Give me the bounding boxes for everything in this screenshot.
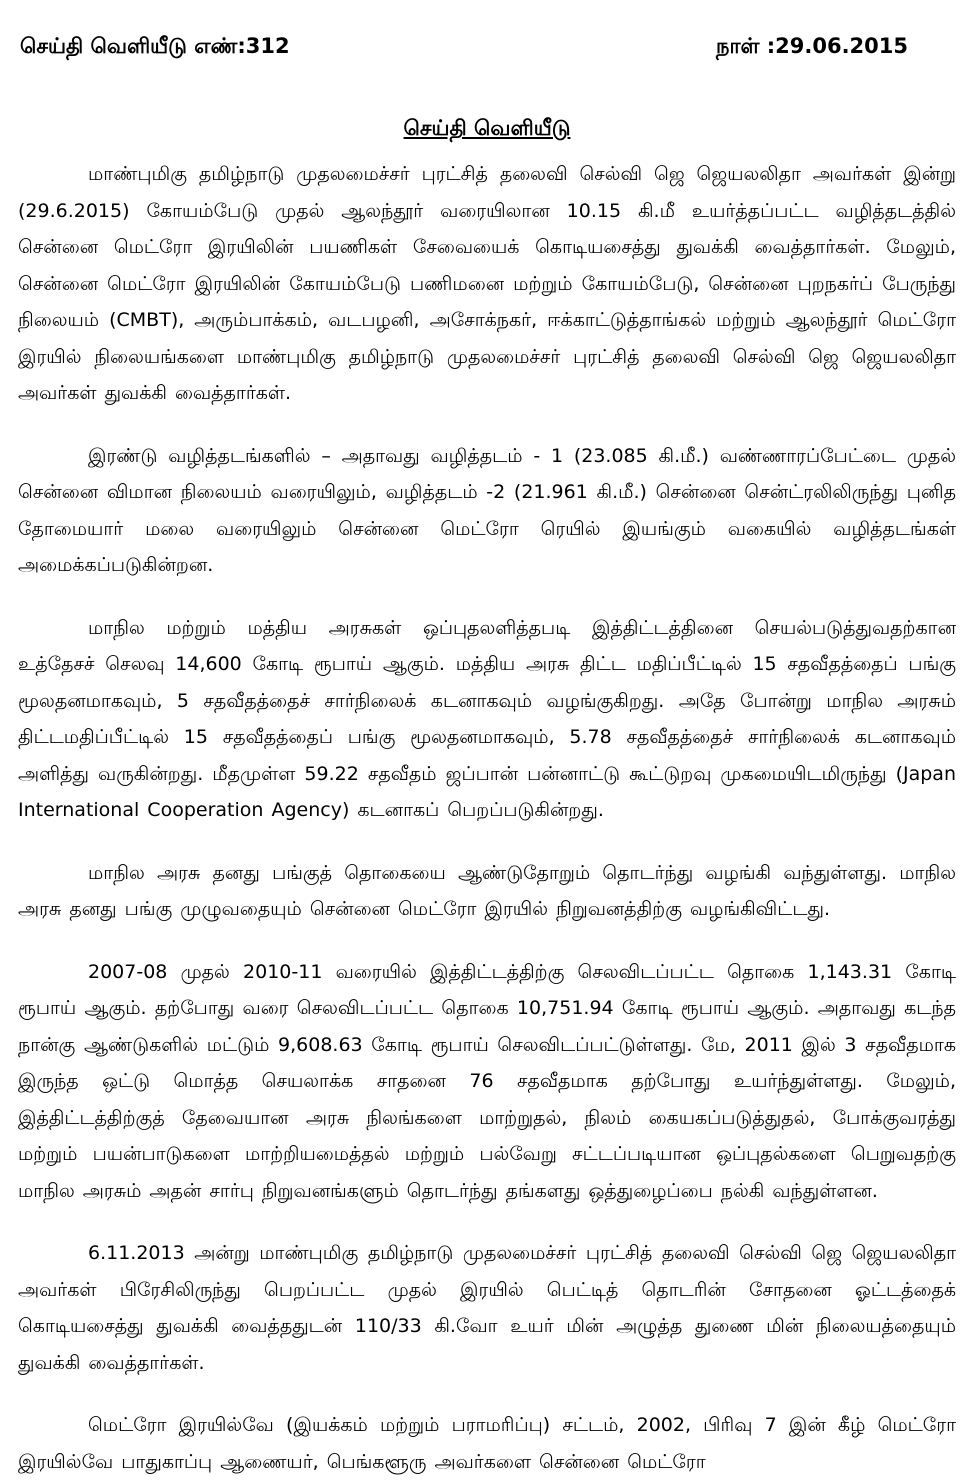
paragraph-trial-run: 6.11.2013 அன்று மாண்புமிகு தமிழ்நாடு முதலமைச்சர் புரட்சித் தலைவி செல்வி ஜெ ஜெயலலிதா அவர்கள் பிரேசிலிருந்து பெறப்பட்ட முதல் இரயில் பெட்டித் தொடரின் சோதனை ஓட்டத்தைக் கொடியசைத்து துவக்கி வைத்ததுடன் 110/33 கி.வோ உயர் மின் அழுத்த துணை மின் நிலையத்தையும் துவக்கி வைத்தார்கள். bbox=[18, 1242, 956, 1374]
paragraph-safety-commissioner: மெட்ரோ இரயில்வே (இயக்கம் மற்றும் பராமரிப்பு) சட்டம், 2002, பிரிவு 7 இன் கீழ் மெட்ரோ இரயில்வே பாதுகாப்பு ஆணையர், பெங்களூரு அவர்களை சென்னை மெட்ரோ bbox=[18, 1414, 956, 1473]
release-date: நாள் :29.06.2015 bbox=[716, 34, 908, 58]
paragraph-corridors: இரண்டு வழித்தடங்களில் – அதாவது வழித்தடம் - 1 (23.085 கி.மீ.) வண்ணாரப்பேட்டை முதல் சென்னை விமான நிலையம் வரையிலும், வழித்தடம் -2 (21.961 கி.மீ.) சென்னை சென்ட்ரலிலிருந்து புனித தோமையார் மலை வரையிலும் சென்னை மெட்ரோ ரெயில் இயங்கும் வகையில் வழித்தடங்கள் அமைக்கப்படுகின்றன. bbox=[18, 444, 956, 576]
paragraph-state-share: மாநில அரசு தனது பங்குத் தொகையை ஆண்டுதோறும் தொடர்ந்து வழங்கி வந்துள்ளது. மாநில அரசு தனது பங்கு முழுவதையும் சென்னை மெட்ரோ இரயில் நிறுவனத்திற்கு வழங்கிவிட்டது. bbox=[18, 861, 956, 920]
paragraph-funding: மாநில மற்றும் மத்திய அரசுகள் ஒப்புதலளித்தபடி இத்திட்டத்தினை செயல்படுத்துவதற்கான உத்தேசச் செலவு 14,600 கோடி ரூபாய் ஆகும். மத்திய அரசு திட்ட மதிப்பீட்டில் 15 சதவீதத்தைப் பங்கு மூலதனமாகவும், 5 சதவீதத்தைச் சார்நிலைக் கடனாகவும் வழங்குகிறது. அதே போன்று மாநில அரசும் திட்டமதிப்பீட்டில் 15 சதவீதத்தைப் பங்கு மூலதனமாகவும், 5.78 சதவீதத்தைச் சார்நிலைக் கடனாகவும் அளித்து வருகின்றது. மீதமுள்ள 59.22 சதவீதம் ஜப்பான் பன்னாட்டு கூட்டுறவு முகமையிடமிருந்து (Japan International Cooperation Agency) கடனாகப் பெறப்படுகின்றது. bbox=[18, 616, 956, 821]
release-number: செய்தி வெளியீடு எண்:312 bbox=[20, 34, 290, 58]
paragraph-expenditure: 2007-08 முதல் 2010-11 வரையில் இத்திட்டத்திற்கு செலவிடப்பட்ட தொகை 1,143.31 கோடி ரூபாய் ஆகும். தற்போது வரை செலவிடப்பட்ட தொகை 10,751.94 கோடி ரூபாய் ஆகும். அதாவது கடந்த நான்கு ஆண்டுகளில் மட்டும் 9,608.63 கோடி ரூபாய் செலவிடப்பட்டுள்ளது. மே, 2011 இல் 3 சதவீதமாக இருந்த ஒட்டு மொத்த செயலாக்க சாதனை 76 சதவீதமாக தற்போது உயர்ந்துள்ளது. மேலும், இத்திட்டத்திற்குத் தேவையான அரசு நிலங்களை மாற்றுதல், நிலம் கையகப்படுத்துதல், போக்குவரத்து மற்றும் பயன்பாடுகளை மாற்றியமைத்தல் மற்றும் பல்வேறு சட்டப்படியான ஒப்புதல்களை பெறுவதற்கு மாநில அரசும் அதன் சார்பு நிறுவனங்களும் தொடர்ந்து தங்களது ஒத்துழைப்பை நல்கி வந்துள்ளன. bbox=[18, 960, 956, 1202]
document-title: செய்தி வெளியீடு bbox=[403, 116, 571, 140]
paragraph-inauguration: மாண்புமிகு தமிழ்நாடு முதலமைச்சர் புரட்சித் தலைவி செல்வி ஜெ ஜெயலலிதா அவர்கள் இன்று (29.6.2015) கோயம்பேடு முதல் ஆலந்தூர் வரையிலான 10.15 கி.மீ உயர்த்தப்பட்ட வழித்தடத்தில் சென்னை மெட்ரோ இரயிலின் பயணிகள் சேவையைக் கொடியசைத்து துவக்கி வைத்தார்கள். மேலும், சென்னை மெட்ரோ இரயிலின் கோயம்பேடு பணிமனை மற்றும் கோயம்பேடு, சென்னை புறநகர்ப் பேருந்து நிலையம் (CMBT), அரும்பாக்கம், வடபழனி, அசோக்நகர், ஈக்காட்டுத்தாங்கல் மற்றும் ஆலந்தூர் மெட்ரோ இரயில் நிலையங்களை மாண்புமிகு தமிழ்நாடு முதலமைச்சர் புரட்சித் தலைவி செல்வி ஜெ ஜெயலலிதா அவர்கள் துவக்கி வைத்தார்கள். bbox=[18, 163, 956, 404]
header-row bbox=[18, 30, 956, 62]
